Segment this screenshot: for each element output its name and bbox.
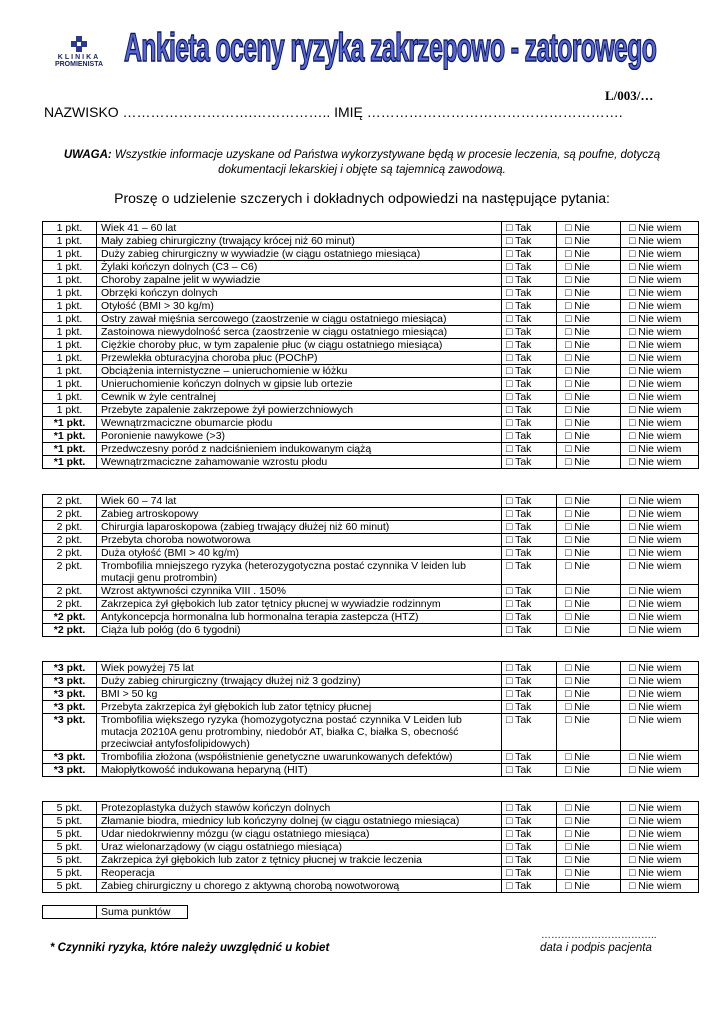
option-yes-checkbox[interactable]: □ Tak — [502, 274, 557, 287]
risk-factor-cell: Reoperacja — [97, 867, 502, 880]
risk-row — [43, 248, 699, 261]
risk-table-2pt — [42, 494, 699, 637]
risk-factor-cell: Ciąża lub połóg (do 6 tygodni) — [97, 624, 502, 637]
option-no-checkbox[interactable]: □ Nie — [557, 521, 621, 534]
risk-row — [43, 828, 699, 841]
risk-row — [43, 222, 699, 235]
option-unknown-checkbox[interactable]: □ Nie wiem — [621, 248, 699, 261]
risk-factor-cell: Wiek 60 – 74 lat — [97, 495, 502, 508]
option-no-checkbox[interactable]: □ Nie — [557, 560, 621, 585]
option-no-checkbox[interactable]: □ Nie — [557, 300, 621, 313]
risk-factor-cell: BMI > 50 kg — [97, 688, 502, 701]
option-yes-checkbox[interactable]: □ Tak — [502, 495, 557, 508]
risk-row — [43, 352, 699, 365]
option-unknown-checkbox[interactable]: □ Nie wiem — [621, 352, 699, 365]
option-no-checkbox[interactable]: □ Nie — [557, 701, 621, 714]
option-no-checkbox[interactable]: □ Nie — [557, 585, 621, 598]
note-text: Wszystkie informacje uzyskane od Państwa wykorzystywane będą w procesie leczenia, są poufne, dotyczą dokumentacji lekarskiej i objęte są tajemnicą zawodową. — [111, 149, 661, 176]
points-sum-field[interactable] — [43, 906, 97, 919]
option-unknown-checkbox[interactable]: □ Nie wiem — [621, 339, 699, 352]
option-yes-checkbox[interactable]: □ Tak — [502, 714, 557, 751]
option-yes-checkbox[interactable]: □ Tak — [502, 688, 557, 701]
clinic-logo — [44, 36, 114, 68]
risk-factor-cell: Obrzęki kończyn dolnych — [97, 287, 502, 300]
option-yes-checkbox[interactable]: □ Tak — [502, 248, 557, 261]
risk-row — [43, 867, 699, 880]
option-yes-checkbox[interactable]: □ Tak — [502, 802, 557, 815]
risk-factor-cell: Przedwczesny poród z nadciśnieniem indukowanym ciążą — [97, 443, 502, 456]
option-no-checkbox[interactable]: □ Nie — [557, 662, 621, 675]
option-unknown-checkbox[interactable]: □ Nie wiem — [621, 751, 699, 764]
option-unknown-checkbox[interactable]: □ Nie wiem — [621, 417, 699, 430]
risk-factor-cell: Uraz wielonarządowy (w ciągu ostatniego miesiąca) — [97, 841, 502, 854]
confidentiality-note — [44, 148, 680, 178]
option-unknown-checkbox[interactable]: □ Nie wiem — [621, 867, 699, 880]
option-no-checkbox[interactable]: □ Nie — [557, 352, 621, 365]
risk-row — [43, 326, 699, 339]
risk-factor-cell: Unieruchomienie kończyn dolnych w gipsie lub ortezie — [97, 378, 502, 391]
risk-row — [43, 598, 699, 611]
points-sum-label: Suma punktów — [97, 906, 188, 919]
option-no-checkbox[interactable]: □ Nie — [557, 815, 621, 828]
option-yes-checkbox[interactable]: □ Tak — [502, 547, 557, 560]
option-no-checkbox[interactable]: □ Nie — [557, 430, 621, 443]
questionnaire-prompt: Proszę o udzielenie szczerych i dokładnych odpowiedzi na następujące pytania: — [114, 190, 610, 206]
points-cell: 1 pkt. — [43, 339, 97, 352]
option-unknown-checkbox[interactable]: □ Nie wiem — [621, 854, 699, 867]
option-unknown-checkbox[interactable]: □ Nie wiem — [621, 313, 699, 326]
form-number: L/003/… — [605, 88, 654, 103]
option-yes-checkbox[interactable]: □ Tak — [502, 701, 557, 714]
option-yes-checkbox[interactable]: □ Tak — [502, 404, 557, 417]
option-unknown-checkbox[interactable]: □ Nie wiem — [621, 534, 699, 547]
risk-row — [43, 624, 699, 637]
risk-row — [43, 456, 699, 469]
risk-row — [43, 675, 699, 688]
option-yes-checkbox[interactable]: □ Tak — [502, 611, 557, 624]
option-no-checkbox[interactable]: □ Nie — [557, 339, 621, 352]
option-yes-checkbox[interactable]: □ Tak — [502, 443, 557, 456]
points-cell: *1 pkt. — [43, 417, 97, 430]
option-unknown-checkbox[interactable]: □ Nie wiem — [621, 261, 699, 274]
option-no-checkbox[interactable]: □ Nie — [557, 598, 621, 611]
points-cell: 5 pkt. — [43, 828, 97, 841]
option-yes-checkbox[interactable]: □ Tak — [502, 508, 557, 521]
signature-line[interactable]: …………………………….. — [541, 930, 657, 941]
risk-row — [43, 662, 699, 675]
risk-row — [43, 261, 699, 274]
option-yes-checkbox[interactable]: □ Tak — [502, 854, 557, 867]
option-yes-checkbox[interactable]: □ Tak — [502, 235, 557, 248]
risk-row — [43, 378, 699, 391]
risk-factor-cell: Duży zabieg chirurgiczny (trwający dłużej niż 3 godziny) — [97, 675, 502, 688]
points-cell: 2 pkt. — [43, 508, 97, 521]
risk-factor-cell: Żylaki kończyn dolnych (C3 – C6) — [97, 261, 502, 274]
note-label: UWAGA: — [63, 149, 112, 161]
option-no-checkbox[interactable]: □ Nie — [557, 235, 621, 248]
option-no-checkbox[interactable]: □ Nie — [557, 222, 621, 235]
option-unknown-checkbox[interactable]: □ Nie wiem — [621, 495, 699, 508]
risk-factor-cell: Duża otyłość (BMI > 40 kg/m) — [97, 547, 502, 560]
option-yes-checkbox[interactable]: □ Tak — [502, 326, 557, 339]
points-sum-table — [42, 905, 188, 919]
option-yes-checkbox[interactable]: □ Tak — [502, 456, 557, 469]
option-no-checkbox[interactable]: □ Nie — [557, 404, 621, 417]
option-no-checkbox[interactable]: □ Nie — [557, 274, 621, 287]
points-cell: 2 pkt. — [43, 585, 97, 598]
risk-factor-cell: Wewnątrzmaciczne zahamowanie wzrostu płodu — [97, 456, 502, 469]
option-yes-checkbox[interactable]: □ Tak — [502, 841, 557, 854]
document-title: Ankieta oceny ryzyka zakrzepowo - zatorowego — [124, 26, 657, 70]
option-no-checkbox[interactable]: □ Nie — [557, 828, 621, 841]
option-unknown-checkbox[interactable]: □ Nie wiem — [621, 404, 699, 417]
risk-row — [43, 688, 699, 701]
points-cell: *3 pkt. — [43, 714, 97, 751]
option-no-checkbox[interactable]: □ Nie — [557, 688, 621, 701]
option-no-checkbox[interactable]: □ Nie — [557, 508, 621, 521]
logo-text-line2: PROMIENISTA — [54, 61, 104, 68]
risk-row — [43, 611, 699, 624]
risk-factor-cell: Chirurgia laparoskopowa (zabieg trwający dłużej niż 60 minut) — [97, 521, 502, 534]
points-cell: 5 pkt. — [43, 854, 97, 867]
option-yes-checkbox[interactable]: □ Tak — [502, 624, 557, 637]
risk-factor-cell: Choroby zapalne jelit w wywiadzie — [97, 274, 502, 287]
points-cell: 1 pkt. — [43, 261, 97, 274]
risk-row — [43, 521, 699, 534]
option-no-checkbox[interactable]: □ Nie — [557, 495, 621, 508]
risk-row — [43, 430, 699, 443]
points-cell: 1 pkt. — [43, 313, 97, 326]
points-cell: *1 pkt. — [43, 456, 97, 469]
risk-row — [43, 443, 699, 456]
option-no-checkbox[interactable]: □ Nie — [557, 714, 621, 751]
option-unknown-checkbox[interactable]: □ Nie wiem — [621, 378, 699, 391]
option-yes-checkbox[interactable]: □ Tak — [502, 867, 557, 880]
option-no-checkbox[interactable]: □ Nie — [557, 391, 621, 404]
option-yes-checkbox[interactable]: □ Tak — [502, 598, 557, 611]
risk-row — [43, 534, 699, 547]
risk-row — [43, 802, 699, 815]
option-unknown-checkbox[interactable]: □ Nie wiem — [621, 456, 699, 469]
risk-row — [43, 815, 699, 828]
risk-factor-cell: Zabieg chirurgiczny u chorego z aktywną chorobą nowotworową — [97, 880, 502, 893]
option-unknown-checkbox[interactable]: □ Nie wiem — [621, 675, 699, 688]
option-no-checkbox[interactable]: □ Nie — [557, 365, 621, 378]
risk-factor-cell: Cewnik w żyle centralnej — [97, 391, 502, 404]
risk-factor-cell: Ciężkie choroby płuc, w tym zapalenie płuc (w ciągu ostatniego miesiąca) — [97, 339, 502, 352]
option-yes-checkbox[interactable]: □ Tak — [502, 339, 557, 352]
option-no-checkbox[interactable]: □ Nie — [557, 841, 621, 854]
risk-row — [43, 235, 699, 248]
option-no-checkbox[interactable]: □ Nie — [557, 867, 621, 880]
risk-row — [43, 339, 699, 352]
points-cell: 5 pkt. — [43, 802, 97, 815]
option-unknown-checkbox[interactable]: □ Nie wiem — [621, 443, 699, 456]
risk-table-3pt — [42, 661, 699, 777]
option-unknown-checkbox[interactable]: □ Nie wiem — [621, 701, 699, 714]
points-cell: 1 pkt. — [43, 222, 97, 235]
risk-row — [43, 560, 699, 585]
option-unknown-checkbox[interactable]: □ Nie wiem — [621, 222, 699, 235]
option-no-checkbox[interactable]: □ Nie — [557, 417, 621, 430]
option-no-checkbox[interactable]: □ Nie — [557, 880, 621, 893]
option-no-checkbox[interactable]: □ Nie — [557, 248, 621, 261]
points-cell: 1 pkt. — [43, 404, 97, 417]
risk-row — [43, 854, 699, 867]
points-cell: 5 pkt. — [43, 841, 97, 854]
risk-row — [43, 585, 699, 598]
points-cell: 5 pkt. — [43, 815, 97, 828]
risk-factor-cell: Zastoinowa niewydolność serca (zaostrzenie w ciągu ostatniego miesiąca) — [97, 326, 502, 339]
risk-row — [43, 701, 699, 714]
points-cell: *3 pkt. — [43, 675, 97, 688]
points-cell: 1 pkt. — [43, 365, 97, 378]
risk-factor-cell: Wewnątrzmaciczne obumarcie płodu — [97, 417, 502, 430]
risk-row — [43, 417, 699, 430]
option-unknown-checkbox[interactable]: □ Nie wiem — [621, 508, 699, 521]
risk-factor-cell: Antykoncepcja hormonalna lub hormonalna terapia zastepcza (HTZ) — [97, 611, 502, 624]
risk-factor-cell: Przebyte zapalenie zakrzepowe żył powierzchniowych — [97, 404, 502, 417]
option-yes-checkbox[interactable]: □ Tak — [502, 222, 557, 235]
risk-row — [43, 365, 699, 378]
option-unknown-checkbox[interactable]: □ Nie wiem — [621, 688, 699, 701]
points-cell: *1 pkt. — [43, 430, 97, 443]
points-cell: 2 pkt. — [43, 547, 97, 560]
option-yes-checkbox[interactable]: □ Tak — [502, 391, 557, 404]
option-no-checkbox[interactable]: □ Nie — [557, 854, 621, 867]
option-unknown-checkbox[interactable]: □ Nie wiem — [621, 624, 699, 637]
points-cell: *2 pkt. — [43, 624, 97, 637]
option-unknown-checkbox[interactable]: □ Nie wiem — [621, 714, 699, 751]
risk-row — [43, 547, 699, 560]
risk-factor-cell: Duży zabieg chirurgiczny w wywiadzie (w ciągu ostatniego miesiąca) — [97, 248, 502, 261]
risk-factor-cell: Poronienie nawykowe (>3) — [97, 430, 502, 443]
option-unknown-checkbox[interactable]: □ Nie wiem — [621, 828, 699, 841]
option-no-checkbox[interactable]: □ Nie — [557, 675, 621, 688]
option-no-checkbox[interactable]: □ Nie — [557, 534, 621, 547]
option-unknown-checkbox[interactable]: □ Nie wiem — [621, 547, 699, 560]
option-unknown-checkbox[interactable]: □ Nie wiem — [621, 611, 699, 624]
risk-factor-cell: Przebyta zakrzepica żył głębokich lub zator tętnicy płucnej — [97, 701, 502, 714]
patient-name-line: NAZWISKO ……………………….…………….. IMIĘ ………………………………………………. — [44, 104, 623, 120]
points-cell: *3 pkt. — [43, 662, 97, 675]
option-unknown-checkbox[interactable]: □ Nie wiem — [621, 235, 699, 248]
option-unknown-checkbox[interactable]: □ Nie wiem — [621, 300, 699, 313]
option-yes-checkbox[interactable]: □ Tak — [502, 261, 557, 274]
option-yes-checkbox[interactable]: □ Tak — [502, 521, 557, 534]
points-cell: 2 pkt. — [43, 534, 97, 547]
risk-row — [43, 313, 699, 326]
risk-row — [43, 764, 699, 777]
clinic-logo-mark-icon — [71, 36, 87, 52]
option-yes-checkbox[interactable]: □ Tak — [502, 560, 557, 585]
risk-factor-cell: Trombofilia większego ryzyka (homozygotyczna postać czynnika V Leiden lub mutacja 20210A genu protrombiny, niedobór AT, białka C, białka S, obecność przeciwciał antyfosfolipidowych) — [97, 714, 502, 751]
option-yes-checkbox[interactable]: □ Tak — [502, 675, 557, 688]
option-yes-checkbox[interactable]: □ Tak — [502, 352, 557, 365]
points-cell: *3 pkt. — [43, 701, 97, 714]
risk-row — [43, 287, 699, 300]
risk-row — [43, 391, 699, 404]
risk-factor-cell: Wzrost aktywności czynnika VIII . 150% — [97, 585, 502, 598]
risk-row — [43, 274, 699, 287]
option-yes-checkbox[interactable]: □ Tak — [502, 287, 557, 300]
risk-factor-cell: Otyłość (BMI > 30 kg/m) — [97, 300, 502, 313]
option-no-checkbox[interactable]: □ Nie — [557, 287, 621, 300]
option-yes-checkbox[interactable]: □ Tak — [502, 313, 557, 326]
option-unknown-checkbox[interactable]: □ Nie wiem — [621, 764, 699, 777]
option-yes-checkbox[interactable]: □ Tak — [502, 880, 557, 893]
option-no-checkbox[interactable]: □ Nie — [557, 443, 621, 456]
points-cell: 1 pkt. — [43, 300, 97, 313]
option-yes-checkbox[interactable]: □ Tak — [502, 300, 557, 313]
option-yes-checkbox[interactable]: □ Tak — [502, 828, 557, 841]
option-unknown-checkbox[interactable]: □ Nie wiem — [621, 521, 699, 534]
points-cell: 2 pkt. — [43, 495, 97, 508]
points-cell: 2 pkt. — [43, 598, 97, 611]
option-no-checkbox[interactable]: □ Nie — [557, 326, 621, 339]
option-unknown-checkbox[interactable]: □ Nie wiem — [621, 662, 699, 675]
option-unknown-checkbox[interactable]: □ Nie wiem — [621, 287, 699, 300]
risk-factor-cell: Przebyta choroba nowotworowa — [97, 534, 502, 547]
risk-factor-cell: Wiek 41 – 60 lat — [97, 222, 502, 235]
points-cell: 1 pkt. — [43, 274, 97, 287]
option-yes-checkbox[interactable]: □ Tak — [502, 815, 557, 828]
points-cell: 5 pkt. — [43, 867, 97, 880]
option-yes-checkbox[interactable]: □ Tak — [502, 378, 557, 391]
risk-factor-cell: Obciążenia internistyczne – unieruchomienie w łóżku — [97, 365, 502, 378]
points-cell: 1 pkt. — [43, 391, 97, 404]
risk-factor-cell: Wiek powyżej 75 lat — [97, 662, 502, 675]
points-cell: 1 pkt. — [43, 287, 97, 300]
option-yes-checkbox[interactable]: □ Tak — [502, 662, 557, 675]
points-cell: 1 pkt. — [43, 352, 97, 365]
points-cell: *3 pkt. — [43, 751, 97, 764]
points-cell: 1 pkt. — [43, 326, 97, 339]
logo-text-line1: KLINIKA — [57, 54, 101, 61]
risk-row — [43, 841, 699, 854]
footnote: * Czynniki ryzyka, które należy uwzględnić u kobiet — [50, 942, 330, 954]
option-no-checkbox[interactable]: □ Nie — [557, 764, 621, 777]
points-cell: 1 pkt. — [43, 378, 97, 391]
risk-row — [43, 508, 699, 521]
risk-row — [43, 404, 699, 417]
points-cell: *3 pkt. — [43, 688, 97, 701]
risk-row — [43, 300, 699, 313]
risk-row — [43, 880, 699, 893]
option-yes-checkbox[interactable]: □ Tak — [502, 764, 557, 777]
points-cell: 1 pkt. — [43, 235, 97, 248]
risk-factor-cell: Protezoplastyka dużych stawów kończyn dolnych — [97, 802, 502, 815]
option-unknown-checkbox[interactable]: □ Nie wiem — [621, 430, 699, 443]
option-unknown-checkbox[interactable]: □ Nie wiem — [621, 598, 699, 611]
points-cell: *1 pkt. — [43, 443, 97, 456]
option-unknown-checkbox[interactable]: □ Nie wiem — [621, 585, 699, 598]
points-cell: 5 pkt. — [43, 880, 97, 893]
option-unknown-checkbox[interactable]: □ Nie wiem — [621, 815, 699, 828]
option-no-checkbox[interactable]: □ Nie — [557, 547, 621, 560]
option-no-checkbox[interactable]: □ Nie — [557, 802, 621, 815]
risk-row — [43, 495, 699, 508]
risk-table-1pt — [42, 221, 699, 469]
option-unknown-checkbox[interactable]: □ Nie wiem — [621, 560, 699, 585]
risk-factor-cell: Zakrzepica żył głębokich lub zator z tętnicy płucnej w trakcie leczenia — [97, 854, 502, 867]
risk-factor-cell: Zakrzepica żył głębokich lub zator tętnicy płucnej w wywiadzie rodzinnym — [97, 598, 502, 611]
option-yes-checkbox[interactable]: □ Tak — [502, 430, 557, 443]
points-cell: *3 pkt. — [43, 764, 97, 777]
option-no-checkbox[interactable]: □ Nie — [557, 624, 621, 637]
risk-factor-cell: Małopłytkowość indukowana heparyną (HIT) — [97, 764, 502, 777]
option-no-checkbox[interactable]: □ Nie — [557, 456, 621, 469]
option-no-checkbox[interactable]: □ Nie — [557, 313, 621, 326]
option-no-checkbox[interactable]: □ Nie — [557, 751, 621, 764]
risk-row — [43, 714, 699, 751]
option-unknown-checkbox[interactable]: □ Nie wiem — [621, 880, 699, 893]
risk-factor-cell: Złamanie biodra, miednicy lub kończyny dolnej (w ciągu ostatniego miesiąca) — [97, 815, 502, 828]
option-no-checkbox[interactable]: □ Nie — [557, 378, 621, 391]
risk-factor-cell: Trombofilia złożona (współistnienie genetyczne uwarunkowanych defektów) — [97, 751, 502, 764]
signature-label: data i podpis pacjenta — [540, 942, 652, 954]
risk-factor-cell: Trombofilia mniejszego ryzyka (heterozygotyczna postać czynnika V leiden lub mutacji genu protrombin) — [97, 560, 502, 585]
option-unknown-checkbox[interactable]: □ Nie wiem — [621, 802, 699, 815]
points-cell: 1 pkt. — [43, 248, 97, 261]
option-no-checkbox[interactable]: □ Nie — [557, 611, 621, 624]
risk-factor-cell: Ostry zawał mięśnia sercowego (zaostrzenie w ciągu ostatniego miesiąca) — [97, 313, 502, 326]
option-unknown-checkbox[interactable]: □ Nie wiem — [621, 391, 699, 404]
points-cell: 2 pkt. — [43, 521, 97, 534]
risk-factor-cell: Udar niedokrwienny mózgu (w ciągu ostatniego miesiąca) — [97, 828, 502, 841]
points-cell: *2 pkt. — [43, 611, 97, 624]
risk-row — [43, 751, 699, 764]
option-yes-checkbox[interactable]: □ Tak — [502, 585, 557, 598]
risk-factor-cell: Zabieg artroskopowy — [97, 508, 502, 521]
option-unknown-checkbox[interactable]: □ Nie wiem — [621, 841, 699, 854]
option-no-checkbox[interactable]: □ Nie — [557, 261, 621, 274]
option-unknown-checkbox[interactable]: □ Nie wiem — [621, 274, 699, 287]
option-unknown-checkbox[interactable]: □ Nie wiem — [621, 326, 699, 339]
option-yes-checkbox[interactable]: □ Tak — [502, 751, 557, 764]
risk-table-5pt — [42, 801, 699, 893]
risk-factor-cell: Mały zabieg chirurgiczny (trwający krócej niż 60 minut) — [97, 235, 502, 248]
option-yes-checkbox[interactable]: □ Tak — [502, 365, 557, 378]
risk-factor-cell: Przewlekła obturacyjna choroba płuc (POChP) — [97, 352, 502, 365]
points-cell: 2 pkt. — [43, 560, 97, 585]
option-yes-checkbox[interactable]: □ Tak — [502, 417, 557, 430]
option-yes-checkbox[interactable]: □ Tak — [502, 534, 557, 547]
option-unknown-checkbox[interactable]: □ Nie wiem — [621, 365, 699, 378]
